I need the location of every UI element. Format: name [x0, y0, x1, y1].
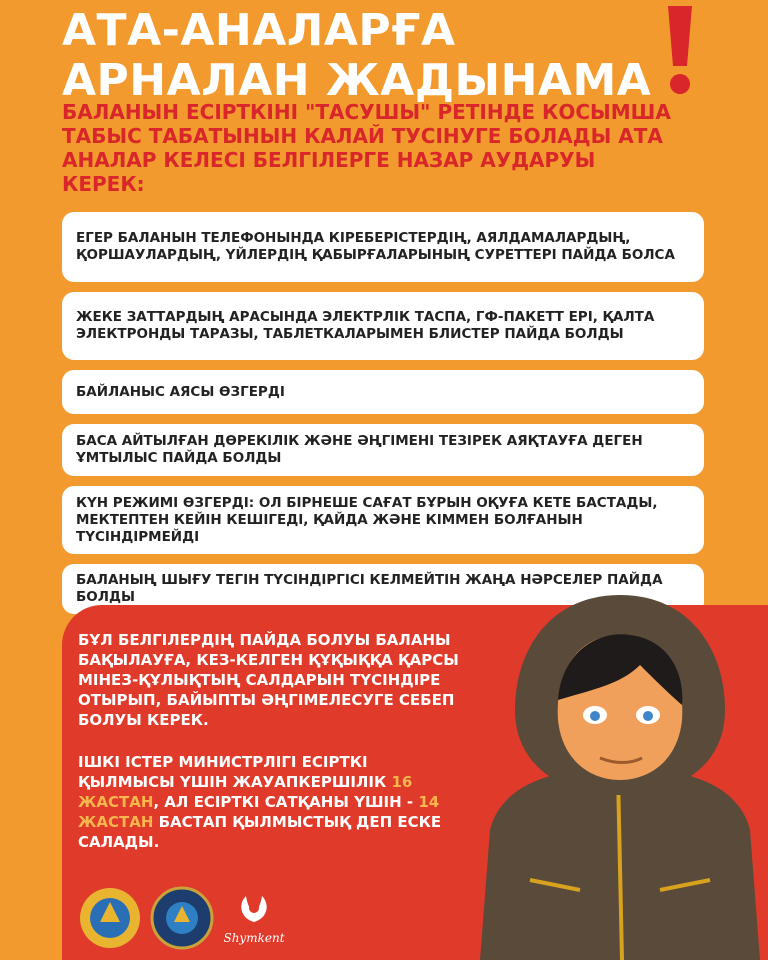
- title-line-1: АТА-АНАЛАРҒА: [62, 5, 456, 56]
- list-item: БАСА АЙТЫЛҒАН ДӨРЕКІЛІК ЖӘНЕ ӘҢГІМЕНІ ТЕЗІРЕК АЯҚТАУҒА ДЕГЕН ҰМТЫЛЫС ПАЙДА БОЛДЫ: [62, 424, 704, 476]
- warning-text: [78, 630, 468, 874]
- teen-illustration: [470, 590, 768, 960]
- subtitle: БАЛАНЫН ЕСІРТКІНІ "ТАСУШЫ" РЕТІНДЕ КОСЫМША ТАБЫС ТАБАТЫНЫН КАЛАЙ ТУСІНУГЕ БОЛАДЫ АТА АНАЛАР КЕЛЕСІ БЕЛГІЛЕРГЕ НАЗАР АУДАРУЫ КЕРЕК:: [62, 100, 671, 196]
- list-item: КҮН РЕЖИМІ ӨЗГЕРДІ: ОЛ БІРНЕШЕ САҒАТ БҰРЫН ОҚУҒА КЕТЕ БАСТАДЫ, МЕКТЕПТЕН КЕЙІН КЕШІГЕДІ, ҚАЙДА ЖӘНЕ КІММЕН БОЛҒАНЫН ТҮСІНДІРМЕЙДІ: [62, 486, 704, 554]
- warning-paragraph-2: [78, 752, 468, 852]
- age-highlight-16: 16 ЖАСТАН: [78, 773, 413, 811]
- page-title: [62, 6, 652, 106]
- emblem-logo: [80, 888, 140, 948]
- warning-text-part: , АЛ ЕСІРТКІ САТҚАНЫ ҮШІН -: [153, 793, 419, 811]
- brand-text: Shymkent: [223, 931, 285, 945]
- logos: [78, 882, 318, 952]
- exclamation-icon: [660, 6, 700, 96]
- list-item: ЖЕКЕ ЗАТТАРДЫҢ АРАСЫНДА ЭЛЕКТРЛІК ТАСПА, ГФ-ПАКЕТТ ЕРІ, ҚАЛТА ЭЛЕКТРОНДЫ ТАРАЗЫ, ТАБЛЕТКАЛАРЫМЕН БЛИСТЕР ПАЙДА БОЛДЫ: [62, 292, 704, 360]
- shymkent-logo: [223, 896, 284, 945]
- warning-text-part: БАСТАП ҚЫЛМЫСТЫҚ ДЕП ЕСКЕ САЛАДЫ.: [78, 813, 442, 851]
- warning-paragraph-1: БҰЛ БЕЛГІЛЕРДІҢ ПАЙДА БОЛУЫ БАЛАНЫ БАҚЫЛАУҒА, КЕЗ-КЕЛГЕН ҚҰҚЫҚҚА ҚАРСЫ МІНЕЗ-ҚҰЛЫҚТЫҢ САЛДАРЫН ТҮСІНДІРЕ ОТЫРЫП, БАЙЫПТЫ ӘҢГІМЕЛЕСУГЕ СЕБЕП БОЛУЫ КЕРЕК.: [78, 631, 459, 729]
- age-highlight-14: 14 ЖАСТАН: [78, 793, 440, 831]
- title-line-2: АРНАЛАН ЖАДЫНАМА: [62, 55, 652, 106]
- list-item: ЕГЕР БАЛАНЫН ТЕЛЕФОНЫНДА КІРЕБЕРІСТЕРДІҢ, АЯЛДАМАЛАРДЫҢ, ҚОРШАУЛАРДЫҢ, ҮЙЛЕРДІҢ ҚАБЫРҒАЛАРЫНЫҢ СУРЕТТЕРІ ПАЙДА БОЛСА: [62, 212, 704, 282]
- warning-text-part: ІШКІ ІСТЕР МИНИСТРЛІГІ ЕСІРТКІ ҚЫЛМЫСЫ ҮШІН ЖАУАПКЕРШІЛІК: [78, 753, 392, 791]
- list-item: БАЛАНЫҢ ШЫҒУ ТЕГІН ТҮСІНДІРГІСІ КЕЛМЕЙТІН ЖАҢА НӘРСЕЛЕР ПАЙДА БОЛДЫ: [62, 564, 704, 614]
- police-seal-logo: [152, 888, 212, 948]
- signs-list: [62, 212, 704, 624]
- list-item: БАЙЛАНЫС АЯСЫ ӨЗГЕРДІ: [62, 370, 704, 414]
